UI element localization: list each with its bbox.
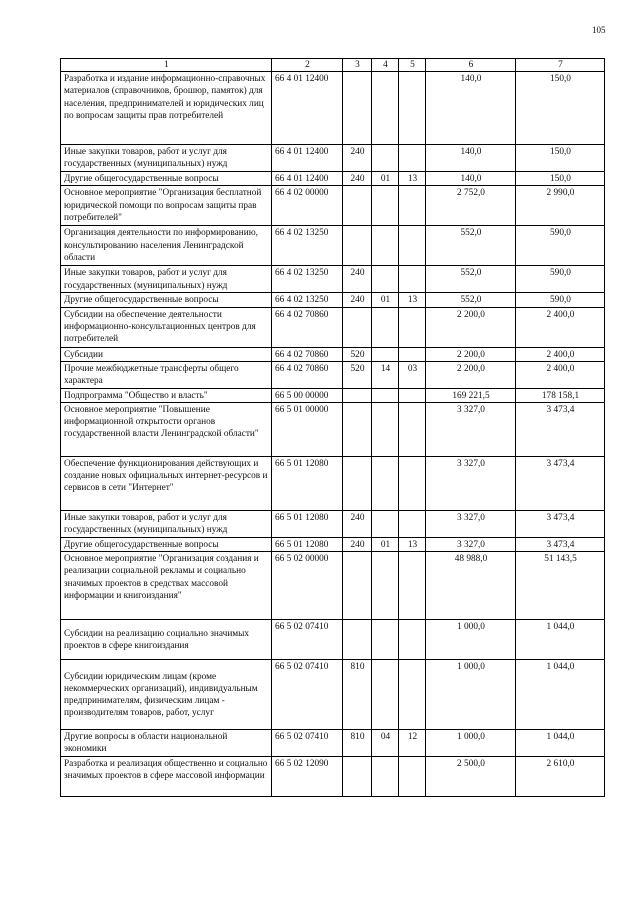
header-cell: 2 (272, 59, 343, 72)
table-row (61, 72, 605, 145)
row-value-1: 1 000,0 (426, 730, 516, 757)
row-value-2: 178 158,1 (516, 388, 605, 402)
row-value-1: 552,0 (426, 266, 516, 293)
row-csr: 66 4 01 12400 (272, 172, 343, 186)
row-value-1: 2 200,0 (426, 361, 516, 388)
row-name: Иные закупки товаров, работ и услуг для государственных (муниципальных) нужд (61, 266, 272, 293)
row-rz: 01 (372, 172, 399, 186)
row-pr (399, 186, 426, 226)
row-pr (399, 347, 426, 361)
table-row (61, 293, 605, 307)
row-csr: 66 5 01 12080 (272, 457, 343, 511)
row-value-1: 48 988,0 (426, 552, 516, 620)
row-vr: 240 (343, 293, 372, 307)
row-value-2: 150,0 (516, 145, 605, 172)
row-vr: 240 (343, 511, 372, 538)
row-rz (372, 347, 399, 361)
table-row (61, 457, 605, 511)
row-value-1: 169 221,5 (426, 388, 516, 402)
row-value-1: 2 200,0 (426, 307, 516, 347)
row-csr: 66 4 01 12400 (272, 145, 343, 172)
row-name: Подпрограмма "Общество и власть" (61, 388, 272, 402)
row-value-2: 3 473,4 (516, 457, 605, 511)
row-csr: 66 5 02 12090 (272, 757, 343, 797)
row-value-1: 140,0 (426, 72, 516, 145)
row-name: Организация деятельности по информированию, консультированию населения Ленинградской области (61, 226, 272, 266)
row-csr: 66 5 01 00000 (272, 403, 343, 457)
row-rz (372, 403, 399, 457)
row-rz (372, 620, 399, 660)
row-value-2: 3 473,4 (516, 538, 605, 552)
row-rz (372, 145, 399, 172)
budget-table (60, 58, 605, 797)
table-row (61, 172, 605, 186)
row-rz (372, 552, 399, 620)
row-pr (399, 145, 426, 172)
row-rz (372, 307, 399, 347)
row-value-2: 150,0 (516, 172, 605, 186)
row-pr (399, 72, 426, 145)
row-vr (343, 620, 372, 660)
row-vr (343, 72, 372, 145)
header-cell: 3 (343, 59, 372, 72)
row-vr (343, 226, 372, 266)
row-value-1: 2 752,0 (426, 186, 516, 226)
row-value-1: 3 327,0 (426, 403, 516, 457)
row-vr (343, 307, 372, 347)
row-csr: 66 4 02 70860 (272, 361, 343, 388)
row-pr: 13 (399, 293, 426, 307)
table-row (61, 226, 605, 266)
row-pr (399, 403, 426, 457)
row-rz: 04 (372, 730, 399, 757)
row-pr: 12 (399, 730, 426, 757)
row-csr: 66 5 02 07410 (272, 660, 343, 730)
row-vr: 240 (343, 266, 372, 293)
row-csr: 66 4 01 12400 (272, 72, 343, 145)
row-vr (343, 388, 372, 402)
table-row (61, 403, 605, 457)
row-csr: 66 5 02 00000 (272, 552, 343, 620)
table-row (61, 730, 605, 757)
header-cell: 7 (516, 59, 605, 72)
row-name: Прочие межбюджетные трансферты общего характера (61, 361, 272, 388)
row-name: Субсидии на обеспечение деятельности информационно-консультационных центров для потребителей (61, 307, 272, 347)
row-pr (399, 552, 426, 620)
row-rz (372, 457, 399, 511)
row-csr: 66 4 02 13250 (272, 226, 343, 266)
row-rz: 14 (372, 361, 399, 388)
row-value-1: 1 000,0 (426, 660, 516, 730)
row-csr: 66 5 02 07410 (272, 620, 343, 660)
row-vr: 240 (343, 538, 372, 552)
row-value-2: 590,0 (516, 226, 605, 266)
row-csr: 66 4 02 13250 (272, 266, 343, 293)
row-value-2: 51 143,5 (516, 552, 605, 620)
row-value-2: 2 400,0 (516, 347, 605, 361)
row-rz (372, 388, 399, 402)
row-csr: 66 5 02 07410 (272, 730, 343, 757)
row-value-2: 3 473,4 (516, 403, 605, 457)
table-row (61, 145, 605, 172)
row-vr: 520 (343, 347, 372, 361)
row-name: Другие общегосударственные вопросы (61, 293, 272, 307)
row-name: Субсидии юридическим лицам (кроме некоммерческих организаций), индивидуальным предпринимателям, физическим лицам - производителям товаров, работ, услуг (61, 660, 272, 730)
table-row (61, 266, 605, 293)
row-name: Субсидии (61, 347, 272, 361)
row-value-1: 140,0 (426, 145, 516, 172)
row-value-2: 150,0 (516, 72, 605, 145)
row-name: Другие общегосударственные вопросы (61, 538, 272, 552)
row-pr (399, 266, 426, 293)
row-value-1: 3 327,0 (426, 457, 516, 511)
row-rz (372, 660, 399, 730)
table-row (61, 538, 605, 552)
row-value-2: 2 400,0 (516, 361, 605, 388)
row-csr: 66 4 02 13250 (272, 293, 343, 307)
row-vr: 810 (343, 660, 372, 730)
table-row (61, 361, 605, 388)
row-vr: 810 (343, 730, 372, 757)
row-rz (372, 511, 399, 538)
table-row (61, 307, 605, 347)
table-row (61, 186, 605, 226)
row-value-2: 1 044,0 (516, 660, 605, 730)
row-value-2: 590,0 (516, 293, 605, 307)
row-name: Разработка и издание информационно-справочных материалов (справочников, брошюр, памяток) для населения, предпринимателей и юридических лиц по вопросам защиты прав потребителей (61, 72, 272, 145)
row-name: Обеспечение функционирования действующих и создание новых официальных интернет-ресурсов и сервисов в сети "Интернет" (61, 457, 272, 511)
row-value-1: 1 000,0 (426, 620, 516, 660)
row-csr: 66 4 02 70860 (272, 307, 343, 347)
row-rz: 01 (372, 538, 399, 552)
row-vr (343, 552, 372, 620)
row-rz (372, 757, 399, 797)
header-cell: 1 (61, 59, 272, 72)
row-pr (399, 511, 426, 538)
row-pr (399, 388, 426, 402)
row-vr (343, 757, 372, 797)
row-pr (399, 757, 426, 797)
row-value-1: 552,0 (426, 293, 516, 307)
page-number: 105 (592, 25, 606, 35)
row-name: Другие общегосударственные вопросы (61, 172, 272, 186)
row-value-2: 590,0 (516, 266, 605, 293)
row-value-2: 2 400,0 (516, 307, 605, 347)
row-value-1: 140,0 (426, 172, 516, 186)
table-row (61, 757, 605, 797)
table-row (61, 552, 605, 620)
table-row (61, 511, 605, 538)
row-rz: 01 (372, 293, 399, 307)
row-vr: 520 (343, 361, 372, 388)
row-csr: 66 4 02 70860 (272, 347, 343, 361)
row-value-2: 1 044,0 (516, 620, 605, 660)
row-value-2: 2 610,0 (516, 757, 605, 797)
row-name: Основное мероприятие "Повышение информационной открытости органов государственной власти Ленинградской области" (61, 403, 272, 457)
row-rz (372, 186, 399, 226)
row-csr: 66 4 02 00000 (272, 186, 343, 226)
header-cell: 4 (372, 59, 399, 72)
table-row (61, 620, 605, 660)
row-name: Иные закупки товаров, работ и услуг для государственных (муниципальных) нужд (61, 511, 272, 538)
row-value-1: 2 200,0 (426, 347, 516, 361)
row-csr: 66 5 01 12080 (272, 538, 343, 552)
row-rz (372, 226, 399, 266)
row-pr (399, 620, 426, 660)
row-name: Иные закупки товаров, работ и услуг для государственных (муниципальных) нужд (61, 145, 272, 172)
row-value-2: 1 044,0 (516, 730, 605, 757)
row-value-1: 3 327,0 (426, 538, 516, 552)
row-vr: 240 (343, 145, 372, 172)
header-row (61, 59, 605, 72)
row-name: Основное мероприятие "Организация бесплатной юридической помощи по вопросам защиты прав потребителей" (61, 186, 272, 226)
row-pr (399, 307, 426, 347)
table-row (61, 388, 605, 402)
row-rz (372, 72, 399, 145)
row-vr (343, 186, 372, 226)
row-pr: 13 (399, 172, 426, 186)
row-pr (399, 226, 426, 266)
row-vr: 240 (343, 172, 372, 186)
row-rz (372, 266, 399, 293)
row-value-2: 2 990,0 (516, 186, 605, 226)
row-pr (399, 660, 426, 730)
row-csr: 66 5 00 00000 (272, 388, 343, 402)
table-row (61, 660, 605, 730)
row-value-2: 3 473,4 (516, 511, 605, 538)
header-cell: 6 (426, 59, 516, 72)
row-value-1: 552,0 (426, 226, 516, 266)
row-name: Другие вопросы в области национальной экономики (61, 730, 272, 757)
row-pr: 03 (399, 361, 426, 388)
row-vr (343, 457, 372, 511)
row-name: Субсидии на реализацию социально значимых проектов в сфере книгоиздания (61, 620, 272, 660)
row-value-1: 3 327,0 (426, 511, 516, 538)
row-name: Основное мероприятие "Организация создания и реализации социальной рекламы и социально значимых проектов в средствах массовой информации и книгоиздания" (61, 552, 272, 620)
header-cell: 5 (399, 59, 426, 72)
row-value-1: 2 500,0 (426, 757, 516, 797)
table-row (61, 347, 605, 361)
row-pr (399, 457, 426, 511)
row-vr (343, 403, 372, 457)
row-pr: 13 (399, 538, 426, 552)
row-name: Разработка и реализация общественно и социально значимых проектов в сфере массовой информации (61, 757, 272, 797)
row-csr: 66 5 01 12080 (272, 511, 343, 538)
